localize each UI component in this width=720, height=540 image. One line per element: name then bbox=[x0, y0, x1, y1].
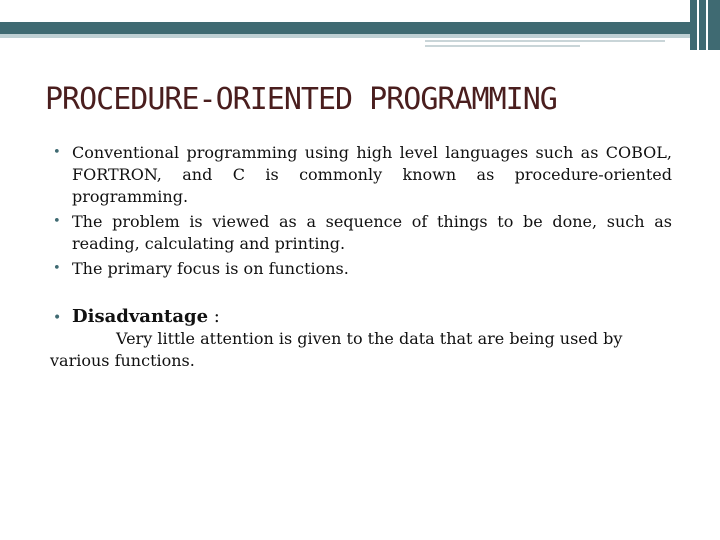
disadvantage-label: Disadvantage bbox=[72, 306, 209, 327]
bullet-item bbox=[50, 211, 672, 255]
disadvantage-separator: : bbox=[208, 306, 220, 327]
header-band-light bbox=[0, 34, 720, 38]
disadvantage-section bbox=[50, 306, 672, 372]
disadvantage-text: Very little attention is given to the data that are being used by various functions. bbox=[50, 329, 623, 370]
bullet-text: The primary focus is on functions. bbox=[72, 259, 349, 278]
accent-line bbox=[425, 45, 580, 47]
corner-stripe bbox=[697, 0, 699, 50]
bullet-icon: • bbox=[53, 310, 62, 326]
corner-stripe bbox=[706, 0, 708, 50]
corner-block bbox=[690, 0, 720, 50]
bullet-list bbox=[50, 142, 672, 280]
bullet-text: The problem is viewed as a sequence of things to be done, such as reading, calculating and printing. bbox=[72, 212, 672, 253]
header-band bbox=[0, 22, 720, 34]
accent-line bbox=[425, 40, 665, 42]
bullet-icon: • bbox=[53, 145, 61, 160]
bullet-icon: • bbox=[53, 261, 61, 276]
slide-content bbox=[50, 142, 672, 372]
bullet-item bbox=[50, 258, 672, 280]
slide-title: PROCEDURE-ORIENTED PROGRAMMING bbox=[45, 82, 557, 117]
bullet-text: Conventional programming using high level languages such as COBOL, FORTRON, and C is commonly known as procedure-oriented programming. bbox=[72, 143, 672, 206]
bullet-icon: • bbox=[53, 214, 61, 229]
bullet-item bbox=[50, 142, 672, 208]
disadvantage-heading bbox=[50, 306, 672, 328]
